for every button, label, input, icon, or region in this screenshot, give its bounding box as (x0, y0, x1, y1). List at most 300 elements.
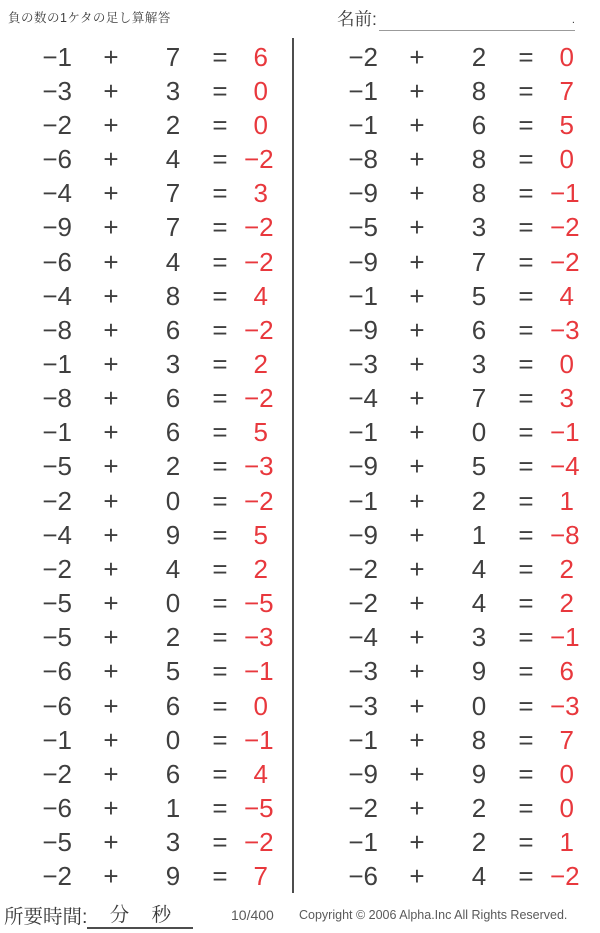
equals-sign: = (212, 724, 228, 755)
operand-1: −1 (42, 724, 72, 755)
operand-2: 0 (165, 485, 181, 516)
operand-1: −6 (42, 793, 72, 824)
answer-value: −2 (550, 861, 580, 892)
operand-2: 0 (471, 417, 487, 448)
problem-row (306, 723, 574, 757)
equals-sign: = (518, 553, 534, 584)
plus-sign: + (409, 588, 425, 619)
operand-2: 8 (471, 144, 487, 175)
equals-sign: = (212, 41, 228, 72)
equals-sign: = (518, 144, 534, 175)
operand-2: 6 (165, 758, 181, 789)
answer-value: 3 (253, 178, 268, 209)
page-number: 10/400 (231, 907, 274, 923)
answer-value: −3 (244, 622, 274, 653)
equals-sign: = (212, 212, 228, 243)
operand-2: 2 (471, 827, 487, 858)
equals-sign: = (212, 861, 228, 892)
plus-sign: + (409, 109, 425, 140)
problem-row (0, 484, 274, 518)
answer-value: 0 (559, 758, 574, 789)
equals-sign: = (212, 280, 228, 311)
equals-sign: = (212, 485, 228, 516)
equals-sign: = (518, 793, 534, 824)
operand-1: −2 (42, 109, 72, 140)
operand-2: 1 (165, 793, 181, 824)
operand-1: −5 (42, 622, 72, 653)
operand-2: 1 (471, 519, 487, 550)
problem-row (0, 245, 274, 279)
answer-value: 2 (559, 588, 574, 619)
equals-sign: = (518, 178, 534, 209)
plus-sign: + (103, 519, 119, 550)
plus-sign: + (409, 383, 425, 414)
answer-value: −1 (550, 622, 580, 653)
operand-2: 2 (165, 451, 181, 482)
equals-sign: = (518, 690, 534, 721)
operand-2: 9 (165, 861, 181, 892)
plus-sign: + (103, 553, 119, 584)
operand-1: −6 (42, 656, 72, 687)
equals-sign: = (518, 758, 534, 789)
plus-sign: + (409, 280, 425, 311)
plus-sign: + (409, 861, 425, 892)
problem-row (306, 347, 574, 381)
answer-value: 6 (559, 656, 574, 687)
operand-1: −2 (348, 41, 378, 72)
operand-2: 8 (471, 178, 487, 209)
answer-value: −2 (244, 314, 274, 345)
problem-row (0, 689, 268, 723)
equals-sign: = (518, 348, 534, 379)
operand-2: 0 (471, 690, 487, 721)
operand-1: −2 (42, 758, 72, 789)
operand-1: −4 (348, 383, 378, 414)
problem-row (0, 416, 268, 450)
operand-2: 7 (165, 41, 181, 72)
answer-value: −1 (550, 178, 580, 209)
operand-2: 9 (471, 656, 487, 687)
answer-value: −2 (550, 212, 580, 243)
problem-row (306, 40, 574, 74)
equals-sign: = (518, 314, 534, 345)
equals-sign: = (212, 417, 228, 448)
problem-row (306, 826, 574, 860)
operand-2: 8 (471, 724, 487, 755)
operand-2: 4 (165, 553, 181, 584)
equals-sign: = (212, 348, 228, 379)
operand-1: −1 (348, 109, 378, 140)
elapsed-time-label: 所要時間: (4, 906, 88, 928)
answer-value: 6 (253, 41, 268, 72)
operand-1: −5 (42, 588, 72, 619)
equals-sign: = (518, 246, 534, 277)
plus-sign: + (409, 622, 425, 653)
operand-1: −4 (348, 622, 378, 653)
equals-sign: = (518, 75, 534, 106)
operand-1: −1 (348, 485, 378, 516)
operand-2: 9 (165, 519, 181, 550)
plus-sign: + (103, 348, 119, 379)
problem-row (0, 40, 268, 74)
operand-1: −5 (42, 451, 72, 482)
plus-sign: + (409, 75, 425, 106)
column-divider-line (292, 38, 294, 893)
operand-2: 8 (471, 75, 487, 106)
equals-sign: = (212, 314, 228, 345)
operand-1: −9 (348, 519, 378, 550)
name-field (337, 6, 575, 31)
plus-sign: + (409, 417, 425, 448)
plus-sign: + (409, 690, 425, 721)
problems-column-left (0, 40, 274, 894)
page-title: 負の数の1ケタの足し算解答 (8, 11, 171, 25)
answer-value: 7 (559, 724, 574, 755)
operand-1: −8 (348, 144, 378, 175)
operand-1: −4 (42, 280, 72, 311)
operand-1: −1 (348, 724, 378, 755)
operand-2: 7 (165, 212, 181, 243)
problem-row (306, 587, 574, 621)
operand-1: −2 (42, 485, 72, 516)
plus-sign: + (103, 724, 119, 755)
problem-row (0, 587, 274, 621)
equals-sign: = (212, 758, 228, 789)
operand-1: −2 (348, 553, 378, 584)
operand-1: −4 (42, 178, 72, 209)
operand-2: 4 (165, 246, 181, 277)
plus-sign: + (103, 246, 119, 277)
equals-sign: = (518, 417, 534, 448)
operand-2: 7 (471, 383, 487, 414)
operand-1: −9 (348, 178, 378, 209)
operand-1: −9 (348, 246, 378, 277)
problem-row (0, 211, 274, 245)
equals-sign: = (518, 212, 534, 243)
operand-2: 2 (471, 793, 487, 824)
equals-sign: = (212, 553, 228, 584)
plus-sign: + (103, 485, 119, 516)
problem-row (306, 382, 574, 416)
time-blank-line (87, 899, 193, 929)
operand-1: −2 (348, 793, 378, 824)
plus-sign: + (409, 485, 425, 516)
minutes-label: 分 (109, 904, 130, 926)
operand-1: −5 (42, 827, 72, 858)
answer-value: 4 (253, 280, 268, 311)
operand-1: −1 (42, 41, 72, 72)
equals-sign: = (518, 588, 534, 619)
operand-1: −6 (42, 144, 72, 175)
operand-2: 7 (471, 246, 487, 277)
answer-value: 0 (559, 348, 574, 379)
equals-sign: = (518, 622, 534, 653)
answer-value: 2 (253, 348, 268, 379)
operand-2: 9 (471, 758, 487, 789)
problem-row (306, 211, 580, 245)
equals-sign: = (212, 827, 228, 858)
problem-row (306, 108, 574, 142)
operand-2: 3 (165, 348, 181, 379)
answer-value: 7 (253, 861, 268, 892)
equals-sign: = (518, 861, 534, 892)
plus-sign: + (409, 144, 425, 175)
operand-1: −2 (42, 553, 72, 584)
answer-value: 7 (559, 75, 574, 106)
problems-column-right (306, 40, 580, 894)
operand-2: 6 (165, 383, 181, 414)
plus-sign: + (409, 758, 425, 789)
plus-sign: + (103, 451, 119, 482)
operand-2: 3 (165, 827, 181, 858)
answer-value: 3 (559, 383, 574, 414)
answer-value: −1 (244, 724, 274, 755)
operand-1: −5 (348, 212, 378, 243)
equals-sign: = (518, 724, 534, 755)
answer-value: 1 (559, 485, 574, 516)
problem-row (0, 826, 274, 860)
equals-sign: = (518, 485, 534, 516)
operand-1: −3 (348, 348, 378, 379)
operand-2: 3 (471, 622, 487, 653)
operand-1: −1 (42, 348, 72, 379)
answer-value: 5 (253, 417, 268, 448)
answer-value: −5 (244, 588, 274, 619)
plus-sign: + (409, 314, 425, 345)
equals-sign: = (518, 451, 534, 482)
answer-value: 0 (559, 41, 574, 72)
operand-2: 2 (165, 622, 181, 653)
problem-row (306, 689, 580, 723)
problem-row (306, 757, 574, 791)
operand-1: −2 (42, 861, 72, 892)
operand-2: 3 (471, 348, 487, 379)
problem-row (0, 655, 274, 689)
plus-sign: + (409, 348, 425, 379)
plus-sign: + (103, 793, 119, 824)
equals-sign: = (212, 451, 228, 482)
plus-sign: + (103, 212, 119, 243)
plus-sign: + (103, 622, 119, 653)
plus-sign: + (409, 827, 425, 858)
problem-row (0, 279, 268, 313)
equals-sign: = (212, 383, 228, 414)
problem-row (0, 108, 268, 142)
operand-2: 8 (165, 280, 181, 311)
operand-2: 2 (165, 109, 181, 140)
problem-row (306, 860, 580, 894)
operand-1: −6 (348, 861, 378, 892)
operand-1: −6 (42, 246, 72, 277)
equals-sign: = (212, 793, 228, 824)
equals-sign: = (212, 519, 228, 550)
problem-row (306, 142, 574, 176)
operand-1: −4 (42, 519, 72, 550)
problem-row (306, 552, 574, 586)
problem-row (306, 245, 580, 279)
plus-sign: + (103, 314, 119, 345)
problem-row (306, 518, 580, 552)
answer-value: 0 (253, 690, 268, 721)
equals-sign: = (212, 109, 228, 140)
operand-1: −8 (42, 314, 72, 345)
operand-1: −9 (348, 451, 378, 482)
plus-sign: + (409, 724, 425, 755)
equals-sign: = (518, 109, 534, 140)
answer-value: 2 (253, 553, 268, 584)
problem-row (0, 74, 268, 108)
plus-sign: + (409, 519, 425, 550)
equals-sign: = (212, 178, 228, 209)
operand-1: −9 (42, 212, 72, 243)
equals-sign: = (518, 656, 534, 687)
problem-row (0, 177, 268, 211)
plus-sign: + (409, 212, 425, 243)
problem-row (306, 416, 580, 450)
plus-sign: + (409, 178, 425, 209)
copyright-notice: Copyright © 2006 Alpha.Inc All Rights Reserved. (299, 908, 568, 922)
answer-value: 1 (559, 827, 574, 858)
problem-row (306, 791, 574, 825)
operand-1: −6 (42, 690, 72, 721)
answer-value: −2 (550, 246, 580, 277)
operand-1: −9 (348, 314, 378, 345)
problem-row (0, 382, 274, 416)
operand-2: 0 (165, 724, 181, 755)
equals-sign: = (212, 75, 228, 106)
answer-value: 0 (559, 793, 574, 824)
problem-row (0, 723, 274, 757)
problem-row (0, 860, 268, 894)
plus-sign: + (103, 75, 119, 106)
answer-value: 4 (559, 280, 574, 311)
plus-sign: + (103, 109, 119, 140)
problem-row (0, 621, 274, 655)
problem-row (306, 621, 580, 655)
operand-2: 6 (471, 314, 487, 345)
problem-row (306, 279, 574, 313)
answer-value: −3 (550, 314, 580, 345)
plus-sign: + (103, 144, 119, 175)
operand-1: −8 (42, 383, 72, 414)
plus-sign: + (103, 383, 119, 414)
plus-sign: + (103, 280, 119, 311)
equals-sign: = (518, 41, 534, 72)
equals-sign: = (212, 622, 228, 653)
plus-sign: + (103, 178, 119, 209)
equals-sign: = (518, 519, 534, 550)
operand-1: −1 (348, 280, 378, 311)
plus-sign: + (103, 861, 119, 892)
plus-sign: + (103, 827, 119, 858)
problem-row (306, 484, 574, 518)
operand-1: −1 (348, 417, 378, 448)
plus-sign: + (409, 656, 425, 687)
problem-row (306, 450, 580, 484)
operand-1: −1 (42, 417, 72, 448)
answer-value: 0 (253, 109, 268, 140)
problem-row (0, 552, 268, 586)
equals-sign: = (212, 690, 228, 721)
answer-value: −2 (244, 144, 274, 175)
operand-2: 2 (471, 41, 487, 72)
answer-value: 5 (253, 519, 268, 550)
answer-value: −1 (550, 417, 580, 448)
operand-2: 6 (165, 314, 181, 345)
operand-2: 4 (165, 144, 181, 175)
plus-sign: + (409, 793, 425, 824)
operand-2: 5 (471, 451, 487, 482)
problem-row (0, 791, 274, 825)
equals-sign: = (518, 280, 534, 311)
answer-value: −2 (244, 383, 274, 414)
name-line-end-dot: . (571, 14, 575, 26)
problem-row (0, 142, 274, 176)
answer-value: −2 (244, 485, 274, 516)
answer-value: −3 (550, 690, 580, 721)
problem-row (306, 177, 580, 211)
equals-sign: = (212, 144, 228, 175)
operand-1: −3 (42, 75, 72, 106)
seconds-label: 秒 (151, 904, 172, 926)
answer-value: −2 (244, 827, 274, 858)
plus-sign: + (103, 417, 119, 448)
operand-2: 6 (165, 690, 181, 721)
operand-2: 5 (165, 656, 181, 687)
equals-sign: = (518, 827, 534, 858)
operand-2: 4 (471, 588, 487, 619)
problem-row (306, 655, 574, 689)
operand-1: −2 (348, 588, 378, 619)
operand-2: 6 (471, 109, 487, 140)
operand-2: 3 (165, 75, 181, 106)
answer-value: −2 (244, 212, 274, 243)
problem-row (0, 518, 268, 552)
operand-2: 5 (471, 280, 487, 311)
plus-sign: + (103, 656, 119, 687)
plus-sign: + (103, 690, 119, 721)
operand-2: 7 (165, 178, 181, 209)
plus-sign: + (409, 246, 425, 277)
operand-2: 2 (471, 485, 487, 516)
answer-value: 0 (253, 75, 268, 106)
answer-value: 4 (253, 758, 268, 789)
answer-value: −3 (244, 451, 274, 482)
plus-sign: + (409, 451, 425, 482)
answer-value: −2 (244, 246, 274, 277)
plus-sign: + (103, 758, 119, 789)
operand-1: −3 (348, 690, 378, 721)
equals-sign: = (212, 656, 228, 687)
answer-value: −1 (244, 656, 274, 687)
operand-2: 3 (471, 212, 487, 243)
answer-value: 5 (559, 109, 574, 140)
operand-2: 0 (165, 588, 181, 619)
answer-value: 2 (559, 553, 574, 584)
plus-sign: + (409, 41, 425, 72)
operand-1: −1 (348, 827, 378, 858)
operand-1: −3 (348, 656, 378, 687)
operand-1: −9 (348, 758, 378, 789)
equals-sign: = (518, 383, 534, 414)
plus-sign: + (409, 553, 425, 584)
operand-2: 6 (165, 417, 181, 448)
problem-row (0, 757, 268, 791)
answer-value: −4 (550, 451, 580, 482)
elapsed-time-field (4, 899, 193, 929)
name-label: 名前: (337, 9, 377, 29)
problem-row (0, 347, 268, 381)
